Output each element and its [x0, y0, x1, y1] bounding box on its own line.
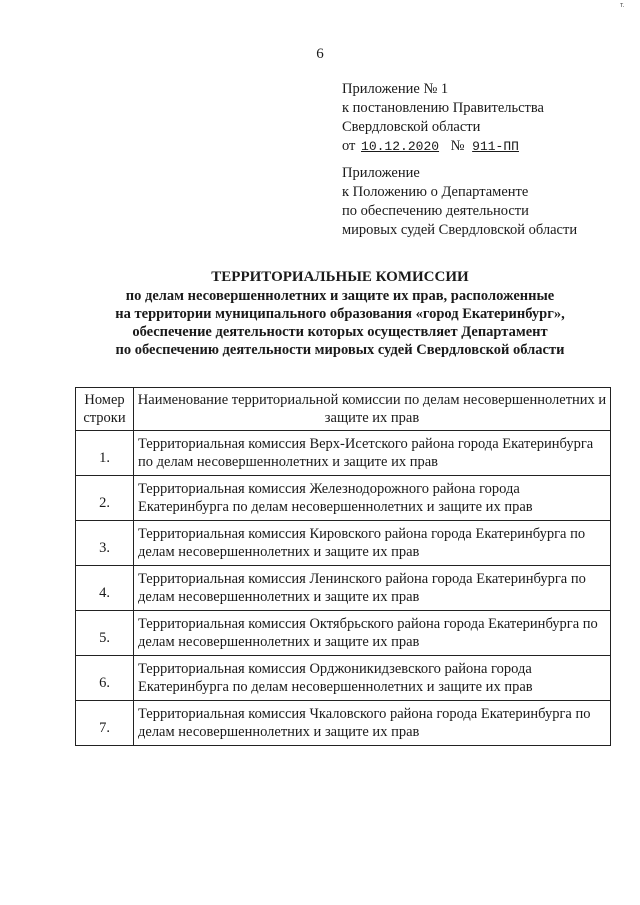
header-row-number: Номер строки — [76, 388, 134, 431]
title-line-1: ТЕРРИТОРИАЛЬНЫЕ КОМИССИИ — [211, 269, 469, 285]
header-commission-name: Наименование территориальной комиссии по делам несовершеннолетних и защите их прав — [134, 388, 611, 431]
appendix-2-line-4: мировых судей Свердловской области — [342, 222, 578, 238]
decree-from-label: от — [342, 138, 356, 154]
table-row — [76, 476, 611, 521]
row-number: 2. — [76, 476, 134, 521]
commission-name: Территориальная комиссия Железнодорожного района города Екатеринбурга по делам несовершеннолетних и защите их прав — [134, 476, 611, 521]
appendix-1-line-2: к постановлению Правительства — [342, 100, 544, 116]
appendix-1-line-3: Свердловской области — [342, 119, 481, 135]
title-line-2: по делам несовершеннолетних и защите их прав, расположенные — [125, 288, 555, 304]
appendix-2-line-2: к Положению о Департаменте — [342, 184, 529, 200]
corner-mark: т. — [620, 2, 625, 9]
table-row — [76, 701, 611, 746]
table-row — [76, 521, 611, 566]
row-number: 4. — [76, 566, 134, 611]
row-number: 3. — [76, 521, 134, 566]
table-header-row — [76, 388, 611, 431]
commission-name: Территориальная комиссия Кировского района города Екатеринбурга по делам несовершеннолетних и защите их прав — [134, 521, 611, 566]
row-number: 1. — [76, 431, 134, 476]
decree-number: 911-ПП — [472, 139, 519, 154]
decree-reference — [342, 137, 544, 156]
table-row — [76, 611, 611, 656]
table-row — [76, 656, 611, 701]
title-line-3: на территории муниципального образования «город Екатеринбург», — [115, 306, 565, 322]
decree-date: 10.12.2020 — [361, 139, 440, 154]
title-line-4: обеспечение деятельности которых осуществляет Департамент — [132, 324, 548, 340]
appendix-2-line-3: по обеспечению деятельности — [342, 203, 529, 219]
table-row — [76, 431, 611, 476]
row-number: 7. — [76, 701, 134, 746]
appendix-2-line-1: Приложение — [342, 165, 420, 181]
appendix-1-line-1: Приложение № 1 — [342, 81, 449, 97]
title-line-5: по обеспечению деятельности мировых судей Свердловской области — [115, 342, 565, 358]
commissions-table — [75, 387, 611, 746]
commission-name: Территориальная комиссия Октябрьского района города Екатеринбурга по делам несовершеннолетних и защите их прав — [134, 611, 611, 656]
page-number: 6 — [316, 46, 324, 62]
commission-name: Территориальная комиссия Верх-Исетского района города Екатеринбурга по делам несовершеннолетних и защите их прав — [134, 431, 611, 476]
document-title — [60, 268, 620, 359]
table-row — [76, 566, 611, 611]
row-number: 6. — [76, 656, 134, 701]
commission-name: Территориальная комиссия Ленинского района города Екатеринбурга по делам несовершеннолетних и защите их прав — [134, 566, 611, 611]
commission-name: Территориальная комиссия Чкаловского района города Екатеринбурга по делам несовершеннолетних и защите их прав — [134, 701, 611, 746]
commission-name: Территориальная комиссия Орджоникидзевского района города Екатеринбурга по делам несовершеннолетних и защите их прав — [134, 656, 611, 701]
appendix-2-block — [342, 164, 577, 240]
row-number: 5. — [76, 611, 134, 656]
decree-number-sign: № — [450, 138, 465, 154]
appendix-1-block — [342, 80, 544, 156]
